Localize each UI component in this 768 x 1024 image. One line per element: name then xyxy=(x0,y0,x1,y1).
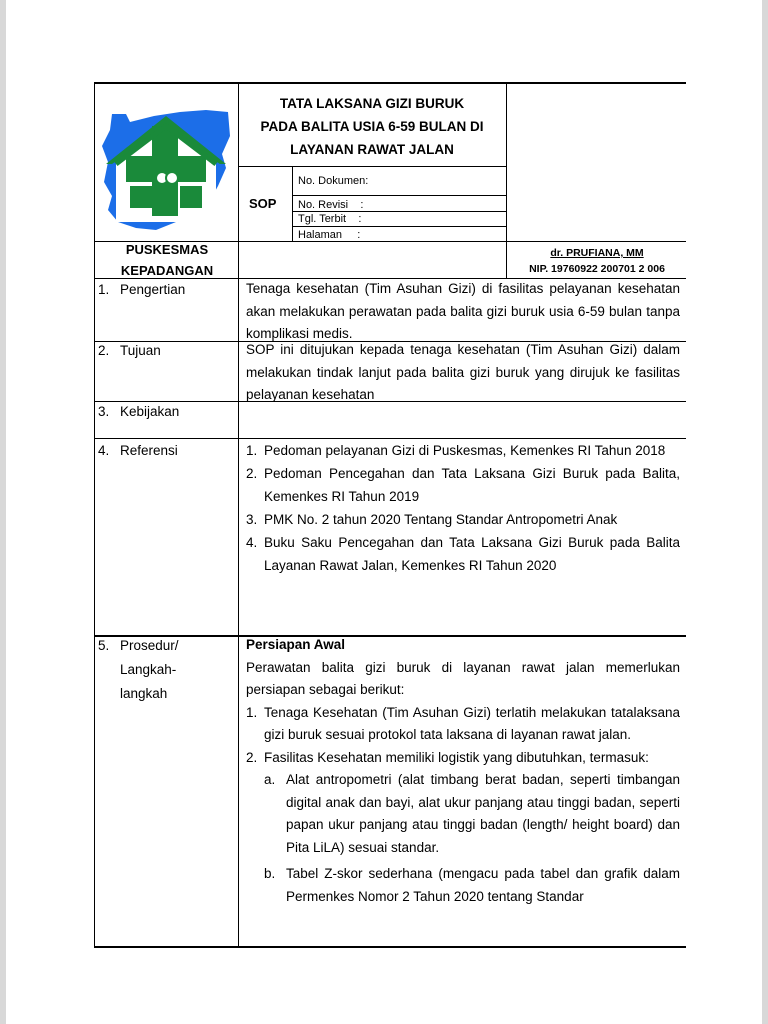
org-name-line-2: KEPADANGAN xyxy=(120,263,214,278)
prosedur-content xyxy=(246,634,680,944)
no-dokumen-label: No. Dokumen: xyxy=(298,175,369,187)
halaman-label: Halaman : xyxy=(298,229,361,241)
meta-rule-2 xyxy=(292,211,506,212)
section-label-kebijakan: 3. Kebijakan xyxy=(98,404,180,419)
document-title xyxy=(238,92,506,161)
table-border-left xyxy=(94,82,95,948)
sub-list-item: b. Tabel Z-skor sederhana (mengacu pada tabel dan grafik dalam Permenkes Nomor 2 Tahun 2020 tentang Standar xyxy=(264,866,680,904)
sop-divider xyxy=(292,166,293,242)
pengertian-text: Tenaga kesehatan (Tim Asuhan Gizi) di fasilitas pelayanan kesehatan akan melakukan perawatan pada balita gizi buruk usia 6-59 bulan tanpa komplikasi medis. xyxy=(246,281,680,341)
title-bottom-rule xyxy=(238,166,506,167)
list-item: 4. Buku Saku Pencegahan dan Tata Laksana Gizi Buruk pada Balita Layanan Rawat Jalan, Kemenkes RI Tahun 2020 xyxy=(246,535,680,573)
header-divider-right xyxy=(506,82,507,278)
title-line-1: TATA LAKSANA GIZI BURUK xyxy=(279,96,465,111)
section-label-referensi: 4. Referensi xyxy=(98,443,178,458)
column-divider xyxy=(238,82,239,948)
referensi-list xyxy=(246,439,680,577)
section-label-tujuan: 2. Tujuan xyxy=(98,343,161,358)
list-item: 3. PMK No. 2 tahun 2020 Tentang Standar Antropometri Anak xyxy=(246,512,618,527)
sub-list-item: a. Alat antropometri (alat timbang berat badan, seperti timbangan digital anak dan bayi, alat ukur panjang atau tinggi badan, seperti papan ukur panjang atau tinggi badan (length/ height board) dan Pita LiLA) sesuai standar. xyxy=(264,772,680,855)
section-label-pengertian: 1. Pengertian xyxy=(98,282,186,297)
list-item: 2. Pedoman Pencegahan dan Tata Laksana Gizi Buruk pada Balita, Kemenkes RI Tahun 2019 xyxy=(246,466,680,504)
tgl-terbit-label: Tgl. Terbit : xyxy=(298,213,362,225)
meta-rule-3 xyxy=(292,226,506,227)
list-item: 1. Pedoman pelayanan Gizi di Puskesmas, Kemenkes RI Tahun 2018 xyxy=(246,443,666,458)
sop-label: SOP xyxy=(249,196,277,211)
list-item: 2. Fasilitas Kesehatan memiliki logistik yang dibutuhkan, termasuk: xyxy=(246,749,649,765)
prosedur-heading: Persiapan Awal xyxy=(246,637,346,652)
signer-name: dr. PRUFIANA, MM xyxy=(550,247,644,259)
section-label-prosedur: 5. Prosedur/ Langkah- langkah xyxy=(98,638,179,701)
prosedur-intro: Perawatan balita gizi buruk di layanan rawat jalan memerlukan persiapan sebagai berikut: xyxy=(246,659,680,697)
list-item: 1. Tenaga Kesehatan (Tim Asuhan Gizi) terlatih melakukan tatalaksana gizi buruk sesuai protokol tata laksana di layanan rawat jalan. xyxy=(246,704,680,742)
meta-rule-1 xyxy=(292,195,506,196)
title-line-2: PADA BALITA USIA 6-59 BULAN DI xyxy=(260,119,484,134)
signer-nip: NIP. 19760922 200701 2 006 xyxy=(529,263,665,275)
table-border-top xyxy=(94,82,686,84)
document-page xyxy=(6,0,762,1024)
tujuan-text: SOP ini ditujukan kepada tenaga kesehatan (Tim Asuhan Gizi) dalam melakukan tindak lanjut pada balita gizi buruk yang dirujuk ke fasilitas pelayanan kesehatan xyxy=(246,342,680,402)
puskesmas-logo-icon xyxy=(96,106,236,238)
table-border-bottom xyxy=(94,946,686,948)
no-revisi-label: No. Revisi : xyxy=(298,199,364,211)
org-name-line-1: PUSKESMAS xyxy=(125,242,209,257)
title-line-3: LAYANAN RAWAT JALAN xyxy=(290,142,454,157)
